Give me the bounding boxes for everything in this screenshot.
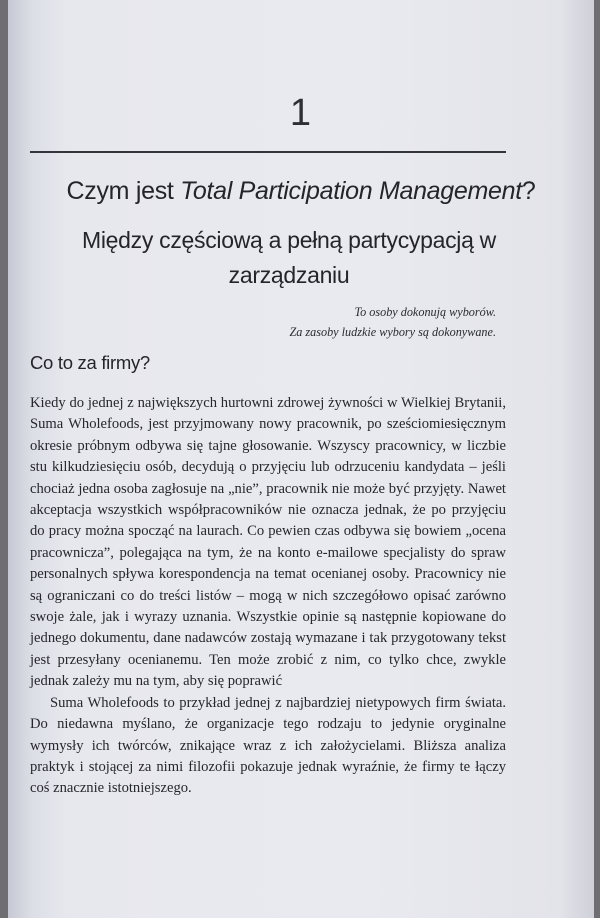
chapter-title [8,177,594,206]
chapter-title-prefix: Czym jest [66,177,181,205]
chapter-title-emphasis: Total Participation Management [180,177,522,205]
epigraph-line-1: To osoby dokonują wyborów. [354,305,496,319]
body-text [30,393,506,800]
chapter-title-suffix: ? [521,177,536,205]
section-heading: Co to za firmy? [30,352,150,373]
chapter-subtitle: Między częściową a pełną partycypacją w zarządzaniu [82,227,496,288]
paragraph-1: Kiedy do jednej z największych hurtowni zdrowej żywności w Wielkiej Brytanii, Suma Wholefoods, jest przyjmowany nowy pracownik, po sześciomiesięcznym okresie próbnym odbywa się tajne głosowanie. Wszyscy pracownicy, w liczbie stu kilkudziesięciu osób, decydują o przyjęciu lub odrzuceniu kandydata – jeśli chociaż jedna osoba zagłosuje na „nie”, pracownik nie może być przyjęty. Nawet akceptacja wszystkich współpracowników nie oznacza jednak, że po przyjęciu do pracy można spocząć na laurach. Co pewien czas odbywa się bowiem „ocena pracownicza”, polegająca na tym, że na konto e-mailowe specjalisty do spraw personalnych spływa korespondencja na temat ocenianej osoby. Pracownicy nie są ograniczani co do treści listów – mogą w nich szczegółowo opisać zarówno swoje żale, jak i wyrazy uznania. Wszystkie opinie są następnie kopiowane do jednego dokumentu, dane nadawców zostają wymazane i tak przygotowany tekst jest przesyłany ocenianemu. Ten może zrobić z nim, co tylko chce, zwykle jednak zależy mu na tym, aby się poprawić [30,395,506,690]
epigraph [290,302,497,342]
paragraph-2: Suma Wholefoods to przykład jednej z najbardziej nietypowych firm świata. Do niedawna myślano, że organizacje tego rodzaju to jedynie oryginalne wymysły ich twórców, znikające wraz z ich założycielami. Bliższa analiza praktyk i stojącej za nimi filozofii pokazuje jednak wyraźnie, że firmy te łączy coś znacznie istotniejszego. [30,694,506,797]
chapter-number: 1 [289,92,313,134]
epigraph-line-2: Za zasoby ludzkie wybory są dokonywane. [289,325,496,339]
book-page [8,0,594,918]
chapter-rule [30,151,506,153]
